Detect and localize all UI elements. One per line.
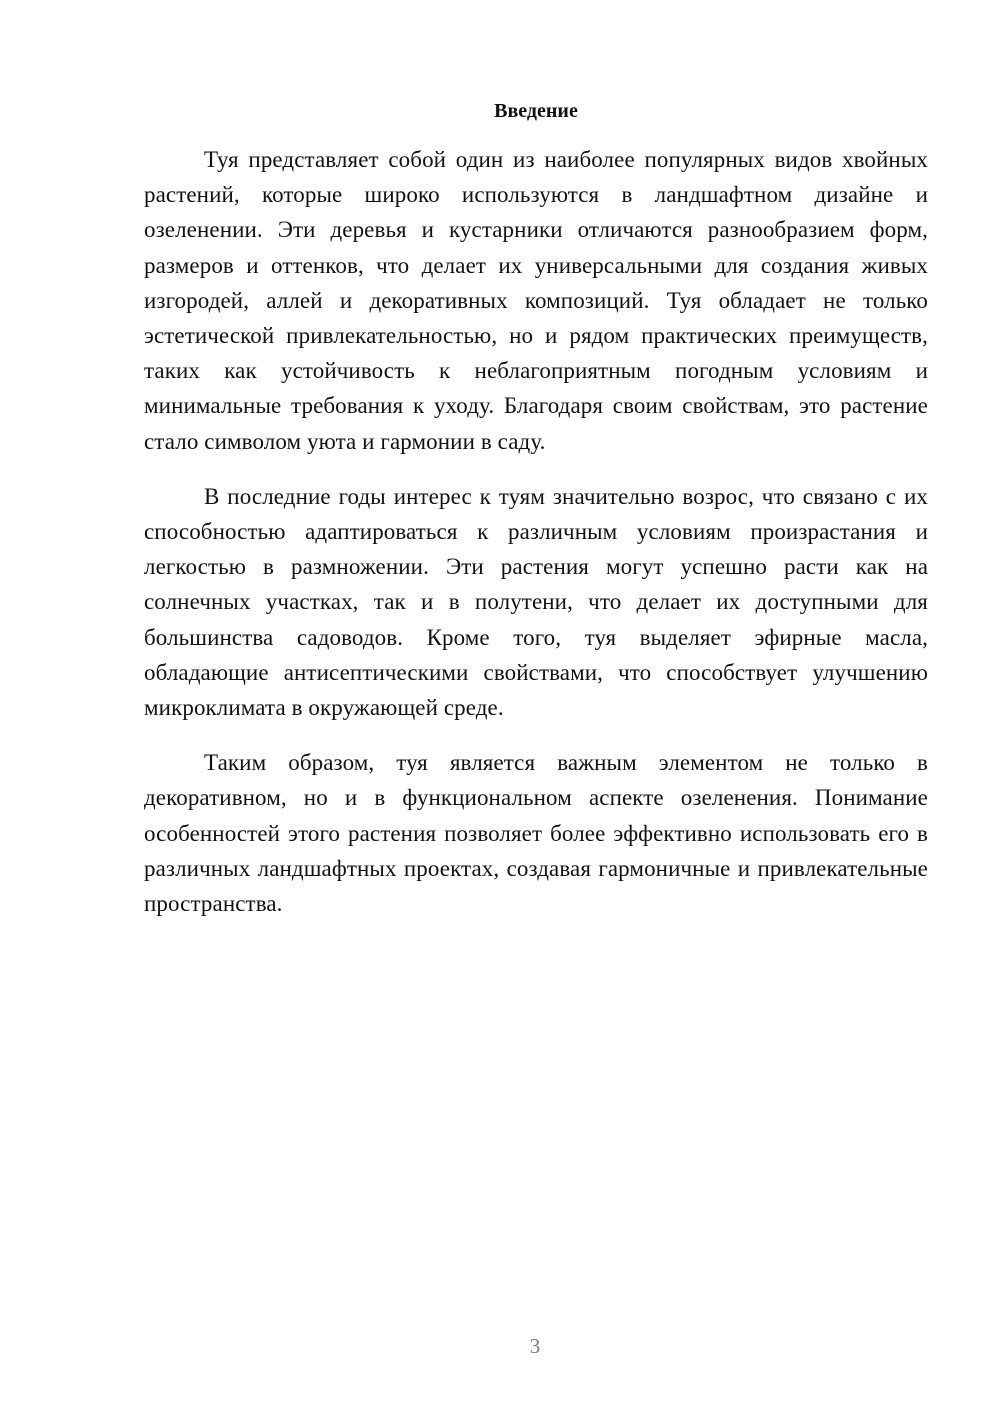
page-number: 3 <box>529 1334 541 1358</box>
body-text <box>144 142 928 941</box>
paragraph-2: В последние годы интерес к туям значительно возрос, что связано с их способностью адаптироваться к различным условиям произрастания и легкостью в размножении. Эти растения могут успешно расти как на солнечных участках, так и в полутени, что делает их доступными для большинства садоводов. Кроме того, туя выделяет эфирные масла, обладающие антисептическими свойствами, что способствует улучшению микроклимата в окружающей среде. <box>144 483 928 721</box>
section-heading: Введение <box>494 100 578 122</box>
paragraph-1: Туя представляет собой один из наиболее популярных видов хвойных растений, которые широко используются в ландшафтном дизайне и озеленении. Эти деревья и кустарники отличаются разнообразием форм, размеров и оттенков, что делает их универсальными для создания живых изгородей, аллей и декоративных композиций. Туя обладает не только эстетической привлекательностью, но и рядом практических преимуществ, таких как устойчивость к неблагоприятным погодным условиям и минимальные требования к уходу. Благодаря своим свойствам, это растение стало символом уюта и гармонии в саду. <box>144 147 928 454</box>
paragraph-3: Таким образом, туя является важным элементом не только в декоративном, но и в функциональном аспекте озеленения. Понимание особенностей этого растения позволяет более эффективно использовать его в различных ландшафтных проектах, создавая гармоничные и привлекательные пространства. <box>144 750 928 917</box>
